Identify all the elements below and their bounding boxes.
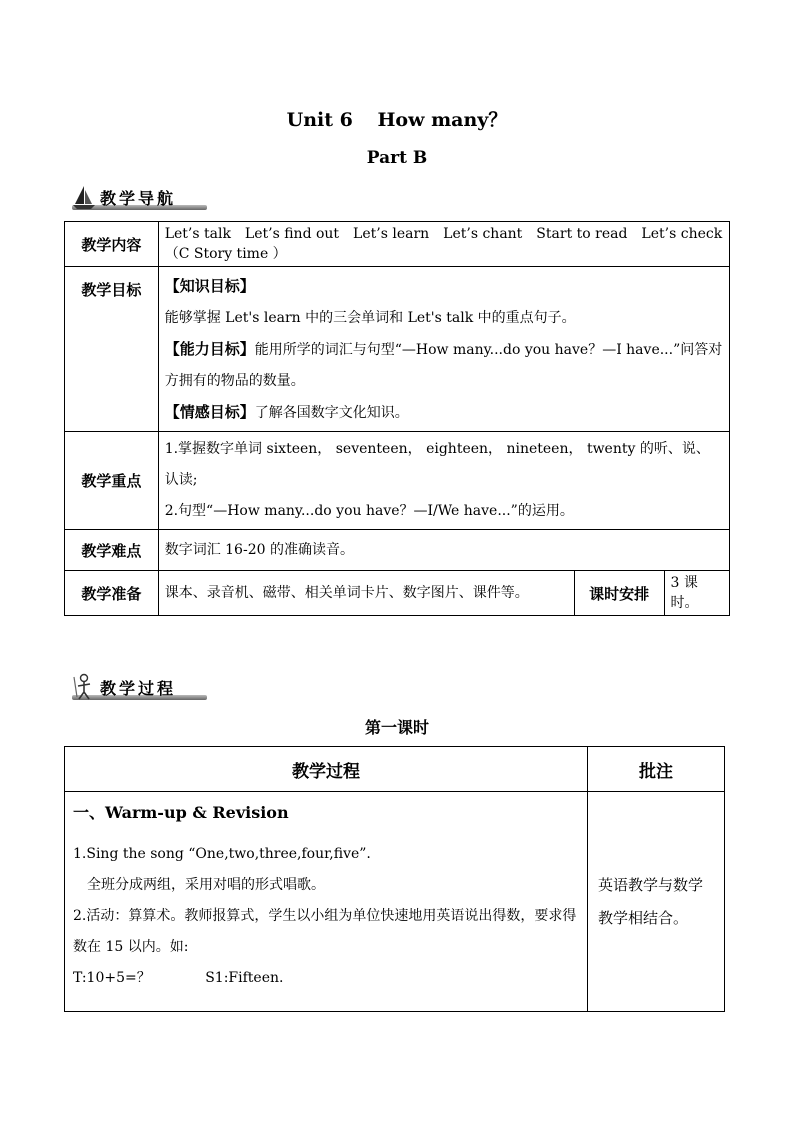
- section-heading-text: 教学导航: [100, 188, 177, 208]
- note-content: 英语教学与数学教学相结合。: [588, 792, 725, 1012]
- difficulty-label: 教学难点: [65, 530, 159, 571]
- section-heading-process: [72, 672, 176, 702]
- sailboat-icon: [72, 184, 96, 210]
- warmup-title: 一、Warm-up & Revision: [73, 803, 289, 822]
- teaching-process-table: [64, 746, 725, 1012]
- lesson-title: 第一课时: [364, 718, 429, 737]
- emotion-text: 了解各国数字文化知识。: [254, 405, 409, 421]
- knowledge-goal: [165, 271, 723, 303]
- table-row: [65, 571, 730, 616]
- knowledge-tag: 【知识目标】: [164, 277, 255, 295]
- table-row: [65, 222, 730, 267]
- process-content: [65, 792, 588, 1012]
- ability-tag: 【能力目标】: [164, 340, 255, 358]
- unit-topic: How many？: [377, 109, 508, 131]
- section-heading-navigation: [72, 182, 176, 212]
- key-points-label: 教学重点: [65, 432, 159, 530]
- process-line-1: 1.Sing the song “One,two,three,four,five”.: [73, 846, 371, 862]
- ability-goal: [165, 334, 723, 397]
- document-title: [0, 105, 794, 132]
- difficulty-text: 数字词汇 16-20 的准确读音。: [158, 530, 729, 571]
- teacher-figure-icon: [72, 673, 96, 701]
- preparation-label: 教学准备: [65, 571, 159, 616]
- teacher-prompt: T:10+5=？: [73, 970, 151, 986]
- process-line-2: 全班分成两组，采用对唱的形式唱歌。: [87, 877, 325, 893]
- ability-text: 能用所学的词汇与句型“—How many...do you have？—I have...”问答对方拥有的物品的数量。: [164, 342, 723, 389]
- schedule-text: 3 课时。: [664, 571, 730, 616]
- key-line-2: 2.句型“—How many...do you have？—I/We have...”的运用。: [164, 503, 574, 519]
- table-row: [65, 792, 725, 1012]
- process-line-3: 2.活动：算算术。教师报算式，学生以小组为单位快速地用英语说出得数，要求得数在 15 以内。如:: [73, 908, 577, 955]
- emotion-tag: 【情感目标】: [164, 403, 255, 421]
- table-header-row: [65, 747, 725, 792]
- key-points-content: [158, 432, 729, 530]
- goals-label: 教学目标: [65, 267, 159, 432]
- goals-content: [158, 267, 729, 432]
- emotion-goal: [165, 397, 723, 429]
- teaching-navigation-table: [64, 221, 730, 616]
- unit-label: Unit 6: [286, 109, 353, 131]
- content-text: Let’s talk Let’s find out Let’s learn Let’s chant Start to read Let’s check （C Story time ）: [158, 222, 729, 267]
- knowledge-text: 能够掌握 Let's learn 中的三会单词和 Let's talk 中的重点句子。: [164, 310, 576, 326]
- table-row: [65, 267, 730, 432]
- table-row: [65, 432, 730, 530]
- preparation-text: 课本、录音机、磁带、相关单词卡片、数字图片、课件等。: [158, 571, 574, 616]
- student-answer: S1:Fifteen.: [205, 970, 284, 986]
- content-label: 教学内容: [65, 222, 159, 267]
- key-line-1: 1.掌握数字单词 sixteen， seventeen， eighteen， nineteen， twenty 的听、说、认读;: [164, 441, 710, 488]
- notes-column-header: 批注: [588, 747, 725, 792]
- section-heading-text: 教学过程: [100, 678, 177, 698]
- process-column-header: 教学过程: [65, 747, 588, 792]
- schedule-label: 课时安排: [574, 571, 664, 616]
- process-line-4: [73, 963, 579, 994]
- part-label: Part B: [366, 148, 428, 168]
- table-row: [65, 530, 730, 571]
